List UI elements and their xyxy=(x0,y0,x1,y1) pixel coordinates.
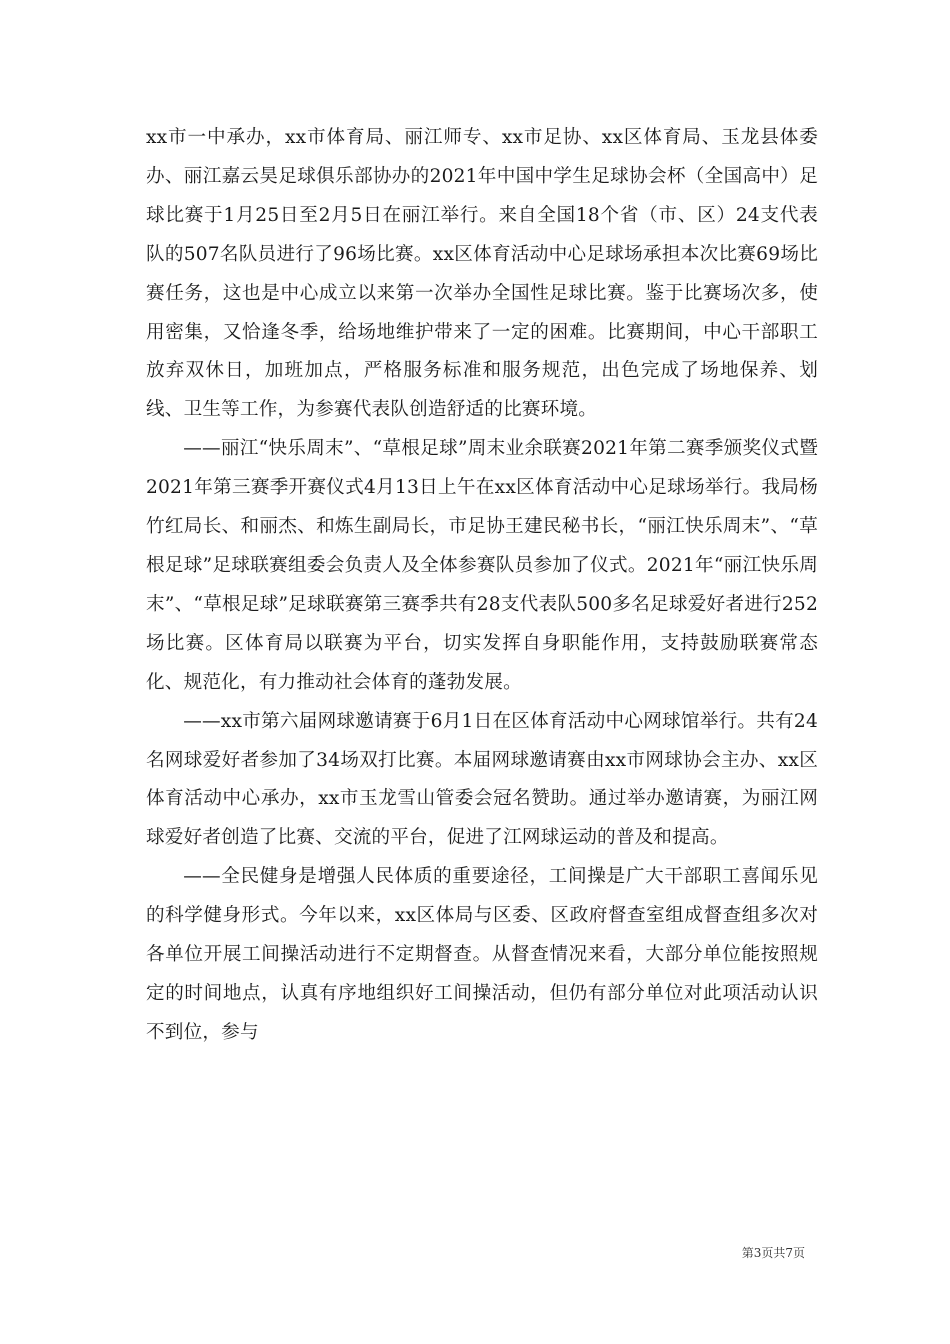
paragraph-football-cup: xx市一中承办，xx市体育局、丽江师专、xx市足协、xx区体育局、玉龙县体委办、丽江嘉云昊足球俱乐部协办的2021年中国中学生足球协会杯（全国高中）足球比赛于1月25日至2月5日在丽江举行。来自全国18个省（市、区）24支代表队的507名队员进行了96场比赛。xx区体育活动中心足球场承担本次比赛69场比赛任务，这也是中心成立以来第一次举办全国性足球比赛。鉴于比赛场次多，使用密集，又恰逢冬季，给场地维护带来了一定的困难。比赛期间，中心干部职工放弃双休日，加班加点，严格服务标准和服务规范，出色完成了场地保养、划线、卫生等工作，为参赛代表队创造舒适的比赛环境。 xyxy=(146,127,818,421)
document-body xyxy=(146,119,818,1053)
paragraph-tennis-invitational: ——xx市第六届网球邀请赛于6月1日在区体育活动中心网球馆举行。共有24名网球爱好者参加了34场双打比赛。本届网球邀请赛由xx市网球协会主办、xx区体育活动中心承办，xx市玉龙雪山管委会冠名赞助。通过举办邀请赛，为丽江网球爱好者创造了比赛、交流的平台，促进了江网球运动的普及和提高。 xyxy=(146,710,818,849)
page-number: 第3页共7页 xyxy=(741,1246,805,1260)
paragraph-amateur-league: ——丽江“快乐周末”、“草根足球”周末业余联赛2021年第二赛季颁奖仪式暨2021年第三赛季开赛仪式4月13日上午在xx区体育活动中心足球场举行。我局杨竹红局长、和丽杰、和炼生副局长，市足协王建民秘书长，“丽江快乐周末”、“草根足球”足球联赛组委会负责人及全体参赛队员参加了仪式。2021年“丽江快乐周末”、“草根足球”足球联赛第三赛季共有28支代表队500多名足球爱好者进行252场比赛。区体育局以联赛为平台，切实发挥自身职能作用，支持鼓励联赛常态化、规范化，有力推动社会体育的蓬勃发展。 xyxy=(146,438,818,693)
paragraph-fitness-exercise: ——全民健身是增强人民体质的重要途径，工间操是广大干部职工喜闻乐见的科学健身形式。今年以来，xx区体局与区委、区政府督查室组成督查组多次对各单位开展工间操活动进行不定期督查。从督查情况来看，大部分单位能按照规定的时间地点，认真有序地组织好工间操活动，但仍有部分单位对此项活动认识不到位，参与 xyxy=(146,866,818,1043)
